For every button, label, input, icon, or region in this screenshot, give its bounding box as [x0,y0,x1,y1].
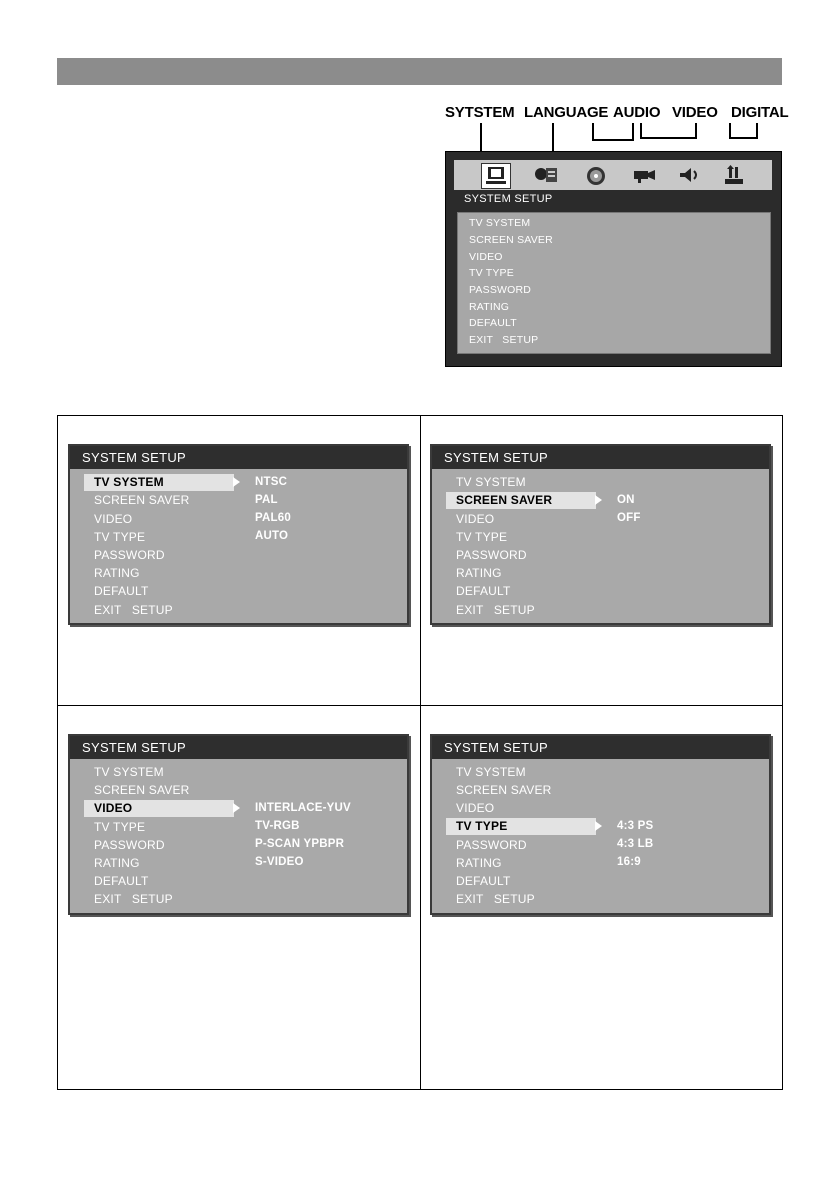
option-4-3-lb[interactable]: 4:3 LB [617,838,654,850]
menu-item-default[interactable]: DEFAULT [456,874,511,888]
tab-label-system: SYTSTEM [445,104,515,121]
system-setup-osd [445,151,782,367]
menu-title: SYSTEM SETUP [444,740,549,755]
osd-item-tv-system[interactable]: TV SYSTEM [469,217,531,229]
menu-header [432,736,769,759]
menu-item-tv-system[interactable]: TV SYSTEM [456,475,526,489]
option-on[interactable]: ON [617,494,635,506]
osd-icon-bar [454,160,772,190]
tv-type-menu [430,734,771,915]
menu-header [70,736,407,759]
menu-item-default[interactable]: DEFAULT [456,584,511,598]
selection-arrow-icon [595,495,602,505]
menu-item-tv-system[interactable]: TV SYSTEM [94,475,164,489]
connector-digital [729,123,758,139]
menu-item-video[interactable]: VIDEO [94,801,133,815]
option-tv-rgb[interactable]: TV-RGB [255,820,300,832]
connector-audio [592,123,634,141]
menu-item-default[interactable]: DEFAULT [94,874,149,888]
tab-label-audio: AUDIO [613,104,661,121]
option-pal60[interactable]: PAL60 [255,512,291,524]
osd-item-password[interactable]: PASSWORD [469,284,532,296]
menu-item-exit-setup[interactable]: EXIT SETUP [456,603,535,617]
osd-menu-list [457,212,771,354]
menu-item-exit-setup[interactable]: EXIT SETUP [456,892,535,906]
menu-item-password[interactable]: PASSWORD [94,548,165,562]
option-p-scan-ypbpr[interactable]: P-SCAN YPBPR [255,838,345,850]
menu-item-tv-system[interactable]: TV SYSTEM [94,765,164,779]
menu-header [432,446,769,469]
menu-item-tv-system[interactable]: TV SYSTEM [456,765,526,779]
menu-item-password[interactable]: PASSWORD [456,838,527,852]
menu-item-screen-saver[interactable]: SCREEN SAVER [456,493,553,507]
option-pal[interactable]: PAL [255,494,278,506]
menu-item-rating[interactable]: RATING [456,856,502,870]
osd-item-exit-setup[interactable]: EXIT SETUP [469,334,539,346]
osd-item-tv-type[interactable]: TV TYPE [469,267,514,279]
menu-item-password[interactable]: PASSWORD [94,838,165,852]
tv-system-menu [68,444,409,625]
menu-item-video[interactable]: VIDEO [456,801,495,815]
menu-item-default[interactable]: DEFAULT [94,584,149,598]
menu-header [70,446,407,469]
selection-arrow-icon [233,803,240,813]
video-camera-icon[interactable] [630,163,658,187]
option-ntsc[interactable]: NTSC [255,476,288,488]
osd-item-screen-saver[interactable]: SCREEN SAVER [469,234,553,246]
menu-title: SYSTEM SETUP [444,450,549,465]
tab-label-language: LANGUAGE [524,104,609,121]
speaker-icon[interactable] [676,163,704,187]
monitor-icon[interactable] [481,163,511,189]
menu-item-tv-type[interactable]: TV TYPE [456,530,508,544]
selection-arrow-icon [595,821,602,831]
tab-label-video: VIDEO [672,104,718,121]
option-s-video[interactable]: S-VIDEO [255,856,304,868]
option-4-3-ps[interactable]: 4:3 PS [617,820,654,832]
menu-item-exit-setup[interactable]: EXIT SETUP [94,603,173,617]
menu-item-exit-setup[interactable]: EXIT SETUP [94,892,173,906]
option-off[interactable]: OFF [617,512,641,524]
disc-icon[interactable] [582,163,610,187]
screen-saver-menu [430,444,771,625]
section-title-bar [57,58,782,85]
menu-item-rating[interactable]: RATING [456,566,502,580]
menu-item-tv-type[interactable]: TV TYPE [456,819,508,833]
submenu-grid [57,415,783,1090]
grid-divider-vertical [420,416,421,1089]
selection-arrow-icon [233,477,240,487]
menu-item-tv-type[interactable]: TV TYPE [94,530,146,544]
menu-item-screen-saver[interactable]: SCREEN SAVER [94,783,190,797]
menu-item-password[interactable]: PASSWORD [456,548,527,562]
menu-item-screen-saver[interactable]: SCREEN SAVER [456,783,552,797]
tab-label-digital: DIGITAL [731,104,789,121]
menu-item-rating[interactable]: RATING [94,856,140,870]
video-menu [68,734,409,915]
menu-title: SYSTEM SETUP [82,740,187,755]
osd-item-video[interactable]: VIDEO [469,251,503,263]
language-icon[interactable] [532,163,560,187]
osd-item-rating[interactable]: RATING [469,301,510,313]
option-interlace-yuv[interactable]: INTERLACE-YUV [255,802,351,814]
osd-item-default[interactable]: DEFAULT [469,317,517,329]
menu-item-rating[interactable]: RATING [94,566,140,580]
option-16-9[interactable]: 16:9 [617,856,641,868]
connector-video [640,123,697,139]
menu-title: SYSTEM SETUP [82,450,187,465]
menu-item-tv-type[interactable]: TV TYPE [94,820,146,834]
menu-item-screen-saver[interactable]: SCREEN SAVER [94,493,190,507]
menu-item-video[interactable]: VIDEO [456,512,495,526]
menu-item-video[interactable]: VIDEO [94,512,133,526]
grid-divider-horizontal [58,705,782,706]
digital-output-icon[interactable] [720,163,748,187]
osd-title: SYSTEM SETUP [464,193,553,205]
option-auto[interactable]: AUTO [255,530,289,542]
